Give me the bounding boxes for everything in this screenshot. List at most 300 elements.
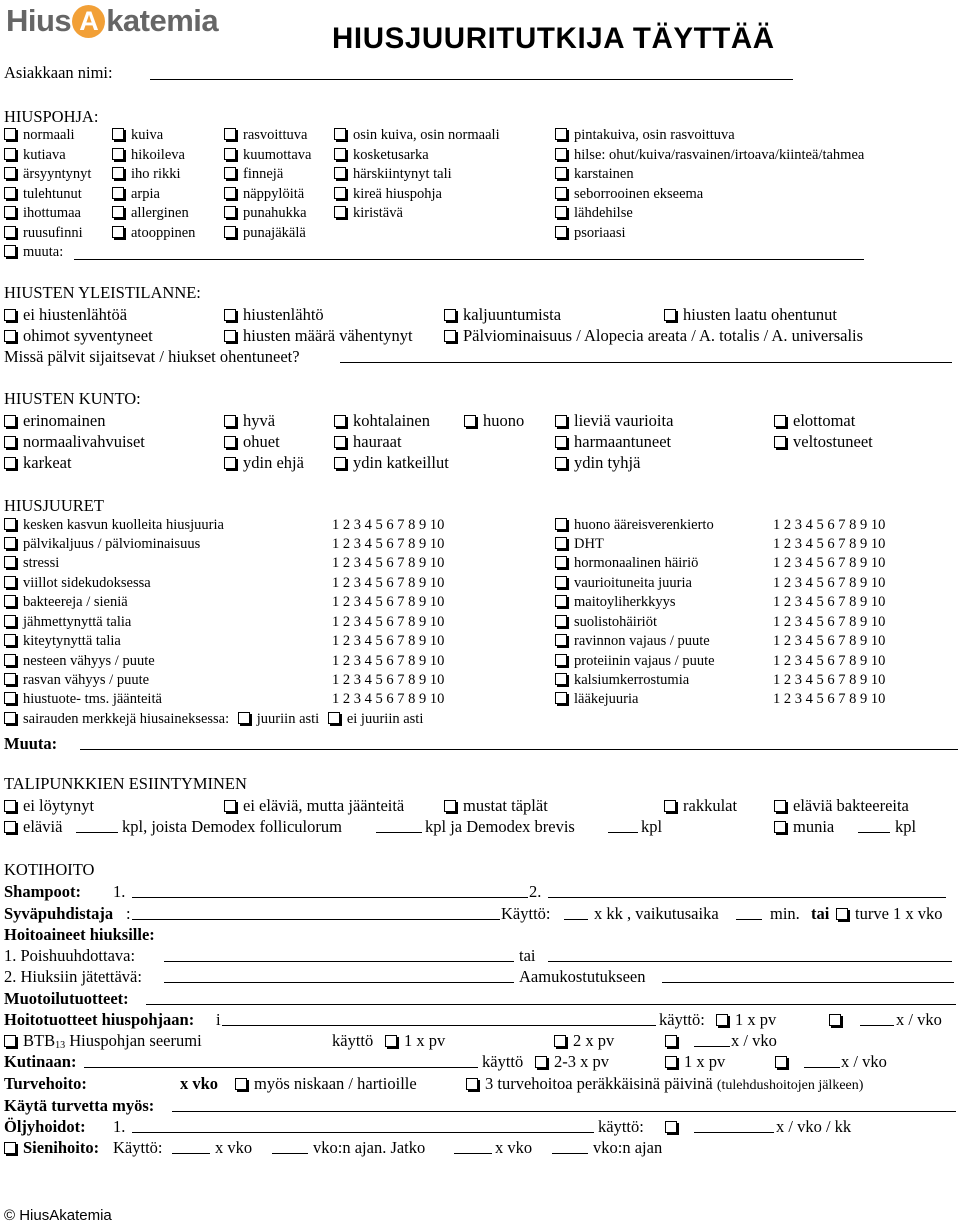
- count-field[interactable]: [694, 1132, 774, 1133]
- checkbox-icon[interactable]: [334, 457, 346, 469]
- checkbox-item[interactable]: [444, 325, 863, 346]
- checkbox-item[interactable]: [112, 185, 160, 204]
- checkbox-icon[interactable]: [836, 908, 848, 920]
- checkbox-icon[interactable]: [328, 712, 340, 724]
- checkbox-icon[interactable]: [555, 537, 567, 549]
- checkbox-item[interactable]: [235, 1073, 417, 1094]
- checkbox-item[interactable]: [555, 652, 715, 671]
- checkbox-icon[interactable]: [224, 148, 236, 160]
- checkbox-icon[interactable]: [665, 1056, 677, 1068]
- checkbox-icon[interactable]: [334, 436, 346, 448]
- checkbox-item[interactable]: [4, 574, 151, 593]
- checkbox-item[interactable]: [4, 652, 155, 671]
- checkbox-icon[interactable]: [555, 615, 567, 627]
- checkbox-item[interactable]: [555, 452, 640, 473]
- checkbox-item[interactable]: [555, 185, 703, 204]
- option-label: kuiva: [131, 127, 164, 143]
- option-label: juuriin asti: [256, 711, 320, 727]
- checkbox-item[interactable]: [555, 554, 698, 573]
- checkbox-icon[interactable]: [112, 206, 124, 218]
- checkbox-item[interactable]: [4, 593, 128, 612]
- option-label: ydin katkeillut: [353, 453, 449, 472]
- checkbox-item[interactable]: [665, 1051, 725, 1072]
- checkbox-item[interactable]: [4, 632, 121, 651]
- option-label: mustat täplät: [463, 796, 548, 815]
- count-field[interactable]: [376, 832, 422, 833]
- checkbox-icon[interactable]: [224, 309, 236, 321]
- checkbox-icon[interactable]: [224, 187, 236, 199]
- checkbox-icon[interactable]: [334, 167, 346, 179]
- checkbox-icon[interactable]: [555, 595, 567, 607]
- checkbox-icon[interactable]: [774, 436, 786, 448]
- checkbox-icon[interactable]: [555, 436, 567, 448]
- checkbox-icon[interactable]: [4, 226, 16, 238]
- count-field[interactable]: [694, 1046, 730, 1047]
- checkbox-icon[interactable]: [444, 309, 456, 321]
- count-field[interactable]: [76, 832, 118, 833]
- checkbox-item[interactable]: [444, 795, 548, 816]
- checkbox-item[interactable]: [774, 410, 855, 431]
- option-label: suolistohäiriöt: [574, 614, 657, 630]
- text-label: Käyttö:: [501, 904, 551, 923]
- option-label: viillot sidekudoksessa: [23, 575, 151, 591]
- checkbox-item[interactable]: [4, 671, 149, 690]
- option-label: ihottumaa: [23, 205, 81, 221]
- checkbox-icon[interactable]: [4, 1142, 16, 1154]
- checkbox-icon[interactable]: [334, 206, 346, 218]
- kayta-turvetta-field[interactable]: [172, 1111, 956, 1112]
- checkbox-icon[interactable]: [4, 436, 16, 448]
- count-field[interactable]: [858, 832, 890, 833]
- option-label: 2-3 x pv: [554, 1052, 609, 1071]
- option-label: lääkejuuria: [574, 691, 639, 707]
- checkbox-icon[interactable]: [555, 187, 567, 199]
- option-label: elottomat: [793, 411, 856, 430]
- scale-label: 1 2 3 4 5 6 7 8 9 10: [773, 633, 886, 649]
- checkbox-icon[interactable]: [555, 415, 567, 427]
- poishuuhdottava-label: 1. Poishuuhdottava:: [4, 946, 136, 965]
- checkbox-icon[interactable]: [4, 148, 16, 160]
- palvet-field[interactable]: [340, 362, 952, 363]
- option-label: huono: [483, 411, 525, 430]
- checkbox-item[interactable]: [774, 795, 909, 816]
- checkbox-item[interactable]: [555, 516, 714, 535]
- text-label: 1.: [113, 882, 126, 901]
- checkbox-icon[interactable]: [224, 436, 236, 448]
- option-label: ydin tyhjä: [574, 453, 641, 472]
- checkbox-icon[interactable]: [466, 1078, 478, 1090]
- option-label: kesken kasvun kuolleita hiusjuuria: [23, 517, 224, 533]
- checkbox-icon[interactable]: [4, 634, 16, 646]
- text-label: käyttö: [482, 1052, 524, 1071]
- option-label: turve 1 x vko: [855, 904, 943, 923]
- shampoo-2-field[interactable]: [548, 897, 946, 898]
- checkbox-icon[interactable]: [4, 800, 16, 812]
- scale-label: 1 2 3 4 5 6 7 8 9 10: [332, 517, 445, 533]
- hiuspohjaan-label: Hoitotuotteet hiuspohjaan:: [4, 1010, 195, 1029]
- kutinaan-field[interactable]: [84, 1067, 478, 1068]
- subscript: 13: [55, 1040, 66, 1051]
- checkbox-item[interactable]: [112, 224, 195, 243]
- option-label: 1 x pv: [404, 1031, 446, 1050]
- checkbox-item[interactable]: [4, 325, 153, 346]
- checkbox-item[interactable]: [555, 574, 692, 593]
- checkbox-icon[interactable]: [4, 537, 16, 549]
- checkbox-icon[interactable]: [112, 226, 124, 238]
- hiuspohjaan-field[interactable]: [222, 1025, 656, 1026]
- checkbox-item[interactable]: [334, 126, 500, 145]
- checkbox-icon[interactable]: [4, 330, 16, 342]
- text-label: tai: [811, 904, 830, 923]
- checkbox-icon[interactable]: [4, 457, 16, 469]
- option-label: kosketusarka: [353, 147, 429, 163]
- checkbox-item[interactable]: [4, 243, 63, 262]
- section-heading-hiuspohja: HIUSPOHJA:: [4, 107, 99, 126]
- checkbox-item[interactable]: [334, 431, 402, 452]
- checkbox-item[interactable]: [555, 431, 671, 452]
- checkbox-item[interactable]: [4, 410, 105, 431]
- aamukostutus-field[interactable]: [662, 982, 954, 983]
- checkbox-icon[interactable]: [774, 800, 786, 812]
- option-label: hiusten määrä vähentynyt: [243, 326, 413, 345]
- text-label: x / vko: [841, 1052, 887, 1071]
- checkbox-item[interactable]: [555, 535, 604, 554]
- checkbox-icon[interactable]: [555, 128, 567, 140]
- checkbox-icon[interactable]: [775, 1056, 787, 1068]
- option-label: pintakuiva, osin rasvoittuva: [574, 127, 735, 143]
- option-label: lähdehilse: [574, 205, 633, 221]
- kk-field[interactable]: [564, 919, 588, 920]
- checkbox-icon[interactable]: [555, 576, 567, 588]
- checkbox-icon[interactable]: [4, 128, 16, 140]
- text-label: x kk , vaikutusaika: [594, 904, 719, 923]
- checkbox-item[interactable]: [664, 795, 737, 816]
- checkbox-item[interactable]: [716, 1009, 776, 1030]
- count-field[interactable]: [454, 1153, 492, 1154]
- checkbox-icon[interactable]: [464, 415, 476, 427]
- checkbox-item[interactable]: [464, 410, 524, 431]
- scale-label: 1 2 3 4 5 6 7 8 9 10: [773, 575, 886, 591]
- option-label: Hiuspohjan seerumi: [65, 1031, 202, 1050]
- checkbox-icon[interactable]: [4, 692, 16, 704]
- checkbox-item[interactable]: [665, 1030, 684, 1051]
- checkbox-icon[interactable]: [4, 1035, 16, 1047]
- option-label: näppylöitä: [243, 186, 305, 202]
- checkbox-icon[interactable]: [334, 415, 346, 427]
- scale-label: 1 2 3 4 5 6 7 8 9 10: [332, 653, 445, 669]
- turvehoito-label: Turvehoito:: [4, 1074, 87, 1093]
- checkbox-icon[interactable]: [555, 654, 567, 666]
- option-label: Pälviominaisuus / Alopecia areata / A. totalis / A. universalis: [463, 326, 864, 345]
- scale-label: 1 2 3 4 5 6 7 8 9 10: [773, 614, 886, 630]
- checkbox-item[interactable]: [555, 165, 634, 184]
- checkbox-item[interactable]: [334, 410, 430, 431]
- checkbox-item[interactable]: [774, 431, 873, 452]
- checkbox-item[interactable]: [555, 146, 864, 165]
- checkbox-item[interactable]: [4, 516, 224, 535]
- oljyhoidot-field[interactable]: [132, 1132, 594, 1133]
- checkbox-item[interactable]: [466, 1073, 863, 1096]
- checkbox-item[interactable]: [334, 146, 429, 165]
- checkbox-item[interactable]: [555, 671, 689, 690]
- checkbox-item[interactable]: [224, 452, 304, 473]
- checkbox-icon[interactable]: [4, 187, 16, 199]
- poishuuhdottava-field[interactable]: [164, 961, 514, 962]
- checkbox-item[interactable]: [112, 146, 185, 165]
- checkbox-item[interactable]: [4, 304, 127, 325]
- checkbox-item[interactable]: [4, 452, 72, 473]
- checkbox-icon[interactable]: [555, 692, 567, 704]
- checkbox-item[interactable]: [836, 903, 943, 924]
- kayta-turvetta-label: Käytä turvetta myös:: [4, 1096, 155, 1115]
- checkbox-item[interactable]: [224, 165, 283, 184]
- jatettava-field[interactable]: [164, 982, 514, 983]
- checkbox-item[interactable]: [224, 410, 275, 431]
- checkbox-item[interactable]: [555, 224, 626, 243]
- checkbox-item[interactable]: [4, 204, 81, 223]
- checkbox-icon[interactable]: [4, 556, 16, 568]
- option-label: 1 x pv: [684, 1052, 726, 1071]
- checkbox-item[interactable]: [535, 1051, 609, 1072]
- checkbox-item[interactable]: [555, 593, 676, 612]
- checkbox-item[interactable]: [112, 204, 189, 223]
- checkbox-item[interactable]: [4, 613, 131, 632]
- checkbox-item[interactable]: [4, 185, 82, 204]
- text-label: käyttö:: [659, 1010, 705, 1029]
- option-label: kalsiumkerrostumia: [574, 672, 690, 688]
- shampoo-1-field[interactable]: [132, 897, 528, 898]
- option-label: sairauden merkkejä hiusaineksessa:: [23, 711, 230, 727]
- checkbox-icon[interactable]: [664, 309, 676, 321]
- scale-label: 1 2 3 4 5 6 7 8 9 10: [773, 594, 886, 610]
- checkbox-icon[interactable]: [4, 615, 16, 627]
- checkbox-icon[interactable]: [535, 1056, 547, 1068]
- checkbox-icon[interactable]: [4, 167, 16, 179]
- checkbox-item[interactable]: [4, 224, 83, 243]
- checkbox-icon[interactable]: [555, 457, 567, 469]
- checkbox-item[interactable]: [774, 816, 834, 837]
- checkbox-icon[interactable]: [224, 800, 236, 812]
- checkbox-icon[interactable]: [444, 800, 456, 812]
- checkbox-icon[interactable]: [334, 128, 346, 140]
- checkbox-item[interactable]: [775, 1051, 794, 1072]
- checkbox-item[interactable]: [224, 185, 304, 204]
- kutinaan-label: Kutinaan:: [4, 1052, 77, 1071]
- checkbox-icon[interactable]: [4, 518, 16, 530]
- checkbox-icon[interactable]: [555, 556, 567, 568]
- option-label: hiustenlähtö: [243, 305, 324, 324]
- checkbox-icon[interactable]: [4, 654, 16, 666]
- checkbox-item[interactable]: [829, 1009, 848, 1030]
- option-label: 2 x pv: [573, 1031, 615, 1050]
- option-label: atooppinen: [131, 225, 196, 241]
- checkbox-item[interactable]: [555, 126, 735, 145]
- count-field[interactable]: [804, 1067, 840, 1068]
- count-field[interactable]: [272, 1153, 308, 1154]
- checkbox-icon[interactable]: [555, 167, 567, 179]
- checkbox-item[interactable]: [224, 431, 280, 452]
- checkbox-icon[interactable]: [4, 712, 16, 724]
- checkbox-item[interactable]: [224, 146, 311, 165]
- checkbox-item[interactable]: [385, 1030, 445, 1051]
- checkbox-icon[interactable]: [4, 309, 16, 321]
- checkbox-icon[interactable]: [829, 1014, 841, 1026]
- checkbox-icon[interactable]: [334, 187, 346, 199]
- checkbox-item[interactable]: [224, 795, 404, 816]
- demodex-row: [4, 816, 62, 837]
- option-label: hiusten laatu ohentunut: [683, 305, 837, 324]
- checkbox-item[interactable]: [664, 304, 837, 325]
- checkbox-icon[interactable]: [555, 518, 567, 530]
- option-label: muuta:: [23, 244, 64, 260]
- checkbox-icon[interactable]: [238, 712, 250, 724]
- checkbox-icon[interactable]: [235, 1078, 247, 1090]
- text-label: x vko: [180, 1074, 219, 1093]
- checkbox-icon[interactable]: [112, 167, 124, 179]
- checkbox-icon[interactable]: [554, 1035, 566, 1047]
- checkbox-icon[interactable]: [334, 148, 346, 160]
- checkbox-item[interactable]: [4, 554, 59, 573]
- checkbox-item[interactable]: [224, 126, 307, 145]
- checkbox-icon[interactable]: [4, 206, 16, 218]
- checkbox-icon[interactable]: [224, 226, 236, 238]
- checkbox-icon[interactable]: [555, 634, 567, 646]
- checkbox-icon[interactable]: [224, 206, 236, 218]
- checkbox-item[interactable]: [334, 185, 442, 204]
- option-label: ei hiustenlähtöä: [23, 305, 128, 324]
- checkbox-item[interactable]: [224, 304, 324, 325]
- muuta-field[interactable]: [74, 259, 864, 260]
- checkbox-icon[interactable]: [555, 226, 567, 238]
- option-label: kuumottava: [243, 147, 312, 163]
- option-label: ei eläviä, mutta jäänteitä: [243, 796, 405, 815]
- text-label: kpl, joista Demodex folliculorum: [122, 817, 342, 836]
- customer-name-field[interactable]: [150, 79, 793, 80]
- checkbox-icon[interactable]: [4, 576, 16, 588]
- scale-label: 1 2 3 4 5 6 7 8 9 10: [332, 575, 445, 591]
- checkbox-icon[interactable]: [665, 1121, 677, 1133]
- option-label: tulehtunut: [23, 186, 82, 202]
- checkbox-icon[interactable]: [555, 206, 567, 218]
- text-label: (tulehdushoitojen jälkeen): [716, 1078, 864, 1093]
- checkbox-icon[interactable]: [385, 1035, 397, 1047]
- count-field[interactable]: [552, 1153, 588, 1154]
- count-field[interactable]: [608, 832, 638, 833]
- option-label: ohuet: [243, 432, 280, 451]
- checkbox-icon[interactable]: [774, 821, 786, 833]
- checkbox-item[interactable]: [334, 452, 449, 473]
- checkbox-item[interactable]: [4, 690, 162, 709]
- option-label: finnejä: [243, 166, 284, 182]
- checkbox-icon[interactable]: [112, 148, 124, 160]
- checkbox-icon[interactable]: [224, 415, 236, 427]
- count-field[interactable]: [172, 1153, 210, 1154]
- vaikutusaika-field[interactable]: [736, 919, 762, 920]
- option-label: munia: [793, 817, 835, 836]
- checkbox-icon[interactable]: [664, 800, 676, 812]
- checkbox-icon[interactable]: [4, 673, 16, 685]
- checkbox-icon[interactable]: [224, 457, 236, 469]
- jatettava-label: 2. Hiuksiin jätettävä:: [4, 967, 142, 986]
- checkbox-icon[interactable]: [4, 595, 16, 607]
- syvapuhdistaja-field[interactable]: [132, 919, 500, 920]
- option-label: normaali: [23, 127, 75, 143]
- option-label: hiustuote- tms. jäänteitä: [23, 691, 162, 707]
- count-field[interactable]: [860, 1025, 894, 1026]
- checkbox-icon[interactable]: [716, 1014, 728, 1026]
- checkbox-item[interactable]: [555, 690, 638, 709]
- checkbox-item[interactable]: [555, 613, 657, 632]
- checkbox-item[interactable]: [224, 224, 306, 243]
- footer-copyright: © HiusAkatemia: [4, 1207, 112, 1224]
- checkbox-icon[interactable]: [4, 415, 16, 427]
- option-label: rakkulat: [683, 796, 738, 815]
- checkbox-icon[interactable]: [4, 245, 16, 257]
- checkbox-item[interactable]: [224, 204, 307, 223]
- option-label: eläviä: [23, 817, 63, 836]
- checkbox-item[interactable]: [334, 204, 403, 223]
- checkbox-item[interactable]: [112, 165, 181, 184]
- checkbox-icon[interactable]: [555, 673, 567, 685]
- checkbox-icon[interactable]: [224, 128, 236, 140]
- muotoilutuotteet-label: Muotoilutuotteet:: [4, 989, 129, 1008]
- checkbox-item[interactable]: [4, 431, 145, 452]
- checkbox-item[interactable]: [555, 204, 633, 223]
- option-label: hormonaalinen häiriö: [574, 555, 699, 571]
- checkbox-item[interactable]: [4, 146, 66, 165]
- checkbox-item[interactable]: [665, 1116, 684, 1137]
- checkbox-icon[interactable]: [774, 415, 786, 427]
- checkbox-icon[interactable]: [665, 1035, 677, 1047]
- checkbox-icon[interactable]: [112, 128, 124, 140]
- checkbox-icon[interactable]: [112, 187, 124, 199]
- scale-label: 1 2 3 4 5 6 7 8 9 10: [773, 555, 886, 571]
- option-label: ydin ehjä: [243, 453, 304, 472]
- option-label: vaurioituneita juuria: [574, 575, 692, 591]
- checkbox-item[interactable]: [444, 304, 561, 325]
- checkbox-item[interactable]: [4, 795, 94, 816]
- muuta-field[interactable]: [80, 749, 958, 750]
- muotoilutuotteet-field[interactable]: [146, 1004, 956, 1005]
- checkbox-item[interactable]: [4, 126, 75, 145]
- scale-label: 1 2 3 4 5 6 7 8 9 10: [773, 672, 886, 688]
- option-label: lieviä vaurioita: [574, 411, 674, 430]
- option-label: huono ääreisverenkierto: [574, 517, 714, 533]
- checkbox-item[interactable]: [112, 126, 163, 145]
- checkbox-item[interactable]: [4, 165, 91, 184]
- checkbox-item[interactable]: [554, 1030, 614, 1051]
- muuta-label: Muuta:: [4, 734, 58, 753]
- text-label: 2.: [529, 882, 542, 901]
- checkbox-icon[interactable]: [444, 330, 456, 342]
- text-label: x / vko / kk: [776, 1117, 852, 1136]
- option-label: rasvoittuva: [243, 127, 308, 143]
- customer-label: Asiakkaan nimi:: [4, 63, 113, 82]
- checkbox-icon[interactable]: [4, 821, 16, 833]
- option-label: härskiintynyt tali: [353, 166, 452, 182]
- checkbox-icon[interactable]: [224, 330, 236, 342]
- hoitoaineet-label: Hoitoaineet hiuksille:: [4, 925, 155, 944]
- poishuuhdottava-alt-field[interactable]: [548, 961, 952, 962]
- checkbox-item[interactable]: [224, 325, 413, 346]
- checkbox-item[interactable]: [4, 535, 200, 554]
- checkbox-item[interactable]: [555, 632, 710, 651]
- checkbox-item[interactable]: [555, 410, 673, 431]
- checkbox-icon[interactable]: [224, 167, 236, 179]
- checkbox-item[interactable]: [334, 165, 452, 184]
- oljyhoidot-label: Öljyhoidot:: [4, 1117, 86, 1136]
- checkbox-icon[interactable]: [555, 148, 567, 160]
